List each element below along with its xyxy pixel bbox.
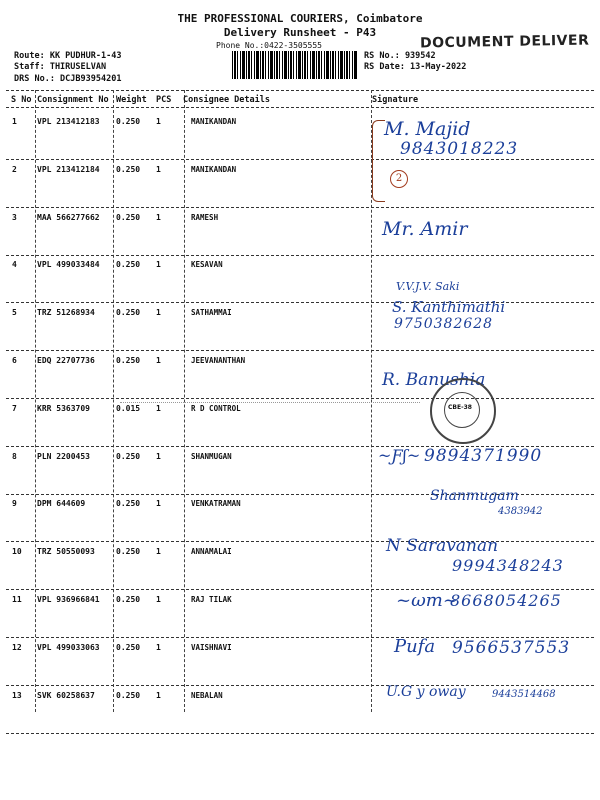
consignment-number: VPL 499033484 [37,260,100,269]
consignee-name: VAISHNAVI [191,643,232,652]
signature-row-10-phone: 9994348243 [452,556,564,575]
rs-date: RS Date: 13-May-2022 [364,62,467,72]
seal-text: CBE-38 [448,404,472,411]
row-weight: 0.250 [116,356,141,365]
row-sno: 5 [12,308,17,317]
row-weight: 0.250 [116,547,141,556]
signature-row-8-scribble: ~Ƒʃ~ [378,446,421,465]
consignee-name: R D CONTROL [191,404,241,413]
row-sno: 3 [12,213,17,222]
row-separator [6,589,594,590]
signature-row-13-phone: 9443514468 [492,689,556,700]
consignee-name: JEEVANANTHAN [191,356,246,365]
consignee-name: RAJ TILAK [191,595,232,604]
row-separator [6,733,594,734]
row-separator [6,541,594,542]
row-weight: 0.250 [116,117,141,126]
signature-row-3: Mr. Amir [382,218,468,240]
row-weight: 0.250 [116,308,141,317]
consignment-number: VPL 213412183 [37,117,100,126]
consignee-name: RAMESH [191,213,219,222]
route-label: Route: KK PUDHUR-1-43 [14,51,122,61]
signature-row-1-phone: 9843018223 [400,139,519,159]
signature-row-6: R. Banushia [382,370,486,390]
signature-row-10: N Saravanan [386,536,499,556]
row-pcs: 1 [156,308,161,317]
row-weight: 0.250 [116,691,141,700]
row-weight: 0.015 [116,404,141,413]
row-pcs: 1 [156,595,161,604]
column-header-signature: Signature [372,95,419,105]
row-sno: 13 [12,691,22,700]
row-sno: 7 [12,404,17,413]
header-rule [6,107,594,108]
row-pcs: 1 [156,499,161,508]
column-header-consignee: Consignee Details [183,95,270,105]
barcode [232,51,358,79]
drs-number: DRS No.: DCJB93954201 [14,74,122,84]
row-pcs: 1 [156,643,161,652]
document-delivery-stamp: DOCUMENT DELIVER [419,32,590,52]
row-pcs: 1 [156,404,161,413]
column-header-pcs: PCS [156,95,172,105]
consignee-name: MANIKANDAN [191,117,237,126]
consignment-number: MAA 566277662 [37,213,100,222]
row-pcs: 1 [156,547,161,556]
column-header-consignment: Consignment No [37,95,109,105]
row-weight: 0.250 [116,260,141,269]
row-sno: 9 [12,499,17,508]
row-sno: 2 [12,165,17,174]
signature-row-12: Pufa [394,636,436,657]
table-top-rule [6,90,594,91]
signature-row-5: S. Kanthimathi [392,298,506,316]
signature-row-5-phone: 9750382628 [394,316,494,332]
column-divider [113,90,114,712]
signature-row-8-phone: 9894371990 [424,446,543,466]
row-weight: 0.250 [116,165,141,174]
row-weight: 0.250 [116,452,141,461]
row-sno: 4 [12,260,17,269]
column-divider [184,90,185,712]
row-separator [6,207,594,208]
row-pcs: 1 [156,691,161,700]
signature-row-9-phone: 4383942 [498,506,543,517]
consignment-number: TRZ 50550093 [37,547,95,556]
column-header-sno: S No [11,95,32,105]
signature-row-13: U.G y oway [386,684,466,700]
consignee-name: NEBALAN [191,691,223,700]
signature-row-11-phone: 8668054265 [450,591,562,610]
consignee-name: VENKATRAMAN [191,499,241,508]
row-pcs: 1 [156,117,161,126]
row-sno: 10 [12,547,22,556]
signature-row-4: V.V.J.V. Saki [396,280,460,293]
row-separator [6,350,594,351]
signature-row-9: Shanmugam [430,488,519,504]
row-separator [6,302,594,303]
consignment-number: VPL 499033063 [37,643,100,652]
consignee-name: KESAVAN [191,260,223,269]
row-pcs: 1 [156,165,161,174]
consignment-number: KRR 5363709 [37,404,90,413]
document-title: THE PROFESSIONAL COURIERS, Coimbatore [177,12,423,25]
consignment-number: SVK 60258637 [37,691,95,700]
row-separator [6,255,594,256]
consignment-number: VPL 936966841 [37,595,100,604]
row-pcs: 1 [156,213,161,222]
phone-number: Phone No.:0422-3505555 [216,41,322,50]
row-weight: 0.250 [116,499,141,508]
staff-label: Staff: THIRUSELVAN [14,62,107,72]
consignment-number: EDQ 22707736 [37,356,95,365]
consignee-name: MANIKANDAN [191,165,237,174]
row-separator [6,159,594,160]
scan-streak [120,402,420,403]
consignee-name: SHANMUGAN [191,452,232,461]
rs-number: RS No.: 939542 [364,51,436,61]
signature-row-12-phone: 9566537553 [452,638,571,658]
runsheet-subtitle: Delivery Runsheet - P43 [223,26,377,39]
column-divider [35,90,36,712]
consignment-number: TRZ 51268934 [37,308,95,317]
consignee-name: ANNAMALAI [191,547,232,556]
row-weight: 0.250 [116,213,141,222]
signature-row-2-mark: 2 [390,170,408,188]
consignment-number: DPM 644609 [37,499,86,508]
row-pcs: 1 [156,356,161,365]
row-sno: 6 [12,356,17,365]
signature-row-11-scribble: ~ωm~ [396,590,458,611]
row-weight: 0.250 [116,595,141,604]
row-separator [6,685,594,686]
row-sno: 1 [12,117,17,126]
row-pcs: 1 [156,260,161,269]
consignment-number: VPL 213412184 [37,165,100,174]
signature-row-1: M. Majid [384,118,471,140]
row-pcs: 1 [156,452,161,461]
consignee-name: SATHAMMAI [191,308,232,317]
row-separator [6,398,594,399]
consignment-number: PLN 2200453 [37,452,90,461]
row-sno: 8 [12,452,17,461]
row-sno: 11 [12,595,22,604]
column-header-weight: Weight [116,95,147,105]
row-weight: 0.250 [116,643,141,652]
row-sno: 12 [12,643,22,652]
